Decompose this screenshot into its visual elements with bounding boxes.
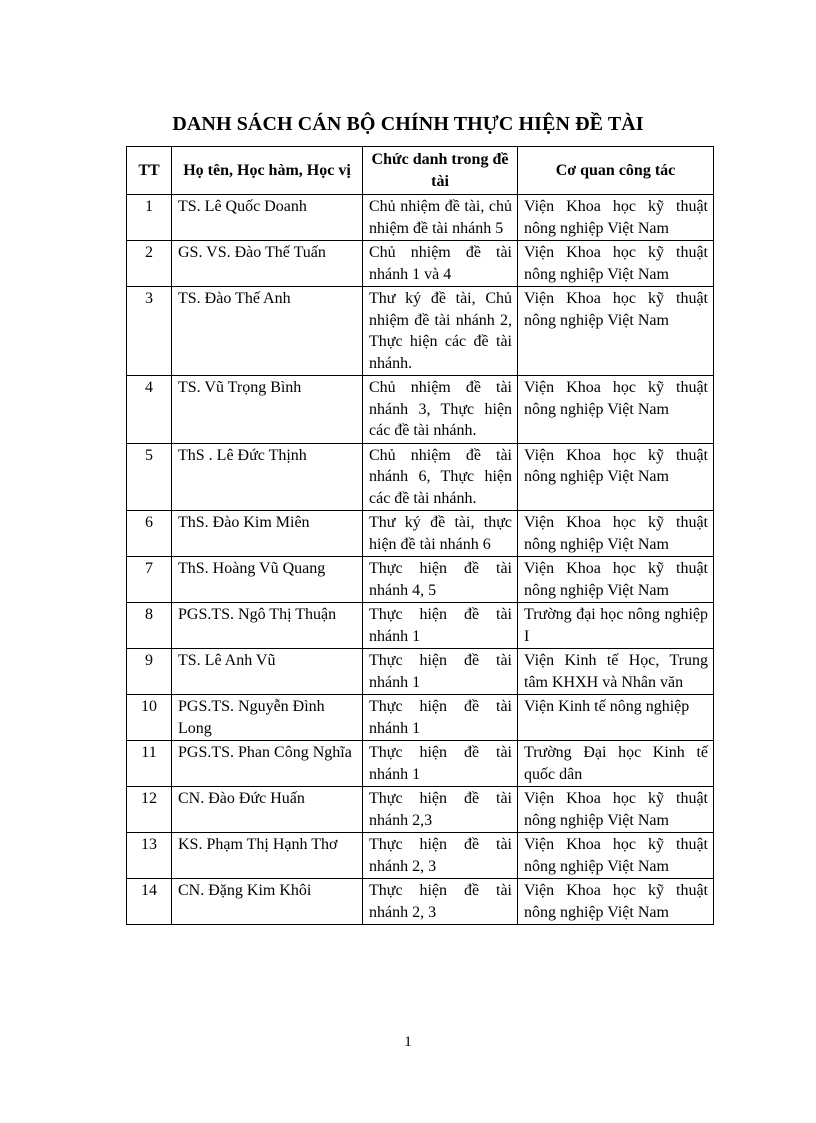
cell-name: TS. Lê Anh Vũ <box>172 649 363 695</box>
cell-role: Chủ nhiệm đề tài nhánh 1 và 4 <box>363 241 518 287</box>
staff-table-body <box>127 195 714 925</box>
cell-tt: 3 <box>127 287 172 376</box>
cell-org: Viện Khoa học kỹ thuật nông nghiệp Việt Nam <box>518 443 714 511</box>
cell-tt: 4 <box>127 376 172 444</box>
table-row <box>127 603 714 649</box>
table-row <box>127 833 714 879</box>
cell-org: Viện Khoa học kỹ thuật nông nghiệp Việt Nam <box>518 376 714 444</box>
cell-name: ThS. Hoàng Vũ Quang <box>172 557 363 603</box>
table-row <box>127 287 714 376</box>
cell-role: Thư ký đề tài, thực hiện đề tài nhánh 6 <box>363 511 518 557</box>
cell-name: CN. Đặng Kim Khôi <box>172 879 363 925</box>
page-number: 1 <box>404 1034 412 1050</box>
cell-org: Viện Khoa học kỹ thuật nông nghiệp Việt Nam <box>518 511 714 557</box>
cell-role: Thực hiện đề tài nhánh 1 <box>363 603 518 649</box>
table-header-row <box>127 147 714 195</box>
cell-tt: 14 <box>127 879 172 925</box>
table-row <box>127 511 714 557</box>
cell-role: Thực hiện đề tài nhánh 2, 3 <box>363 833 518 879</box>
cell-role: Thực hiện đề tài nhánh 2,3 <box>363 787 518 833</box>
table-row <box>127 557 714 603</box>
cell-role: Chủ nhiệm đề tài nhánh 6, Thực hiện các đề tài nhánh. <box>363 443 518 511</box>
cell-role: Thư ký đề tài, Chủ nhiệm đề tài nhánh 2, Thực hiện các đề tài nhánh. <box>363 287 518 376</box>
cell-role: Chủ nhiệm đề tài nhánh 3, Thực hiện các đề tài nhánh. <box>363 376 518 444</box>
cell-org: Viện Khoa học kỹ thuật nông nghiệp Việt Nam <box>518 557 714 603</box>
cell-tt: 11 <box>127 741 172 787</box>
table-row <box>127 195 714 241</box>
cell-role: Thực hiện đề tài nhánh 2, 3 <box>363 879 518 925</box>
cell-org: Viện Khoa học kỹ thuật nông nghiệp Việt Nam <box>518 787 714 833</box>
table-row <box>127 376 714 444</box>
header-org: Cơ quan công tác <box>518 147 714 195</box>
cell-tt: 12 <box>127 787 172 833</box>
table-row <box>127 695 714 741</box>
table-row <box>127 741 714 787</box>
header-tt: TT <box>127 147 172 195</box>
cell-tt: 2 <box>127 241 172 287</box>
page-title: DANH SÁCH CÁN BỘ CHÍNH THỰC HIỆN ĐỀ TÀI <box>172 113 644 135</box>
cell-org: Trường Đại học Kinh tế quốc dân <box>518 741 714 787</box>
cell-role: Thực hiện đề tài nhánh 1 <box>363 741 518 787</box>
cell-name: TS. Vũ Trọng Bình <box>172 376 363 444</box>
cell-name: GS. VS. Đào Thế Tuấn <box>172 241 363 287</box>
cell-tt: 9 <box>127 649 172 695</box>
table-row <box>127 649 714 695</box>
cell-org: Viện Khoa học kỹ thuật nông nghiệp Việt Nam <box>518 879 714 925</box>
table-row <box>127 879 714 925</box>
cell-tt: 5 <box>127 443 172 511</box>
cell-role: Thực hiện đề tài nhánh 1 <box>363 649 518 695</box>
cell-name: CN. Đào Đức Huấn <box>172 787 363 833</box>
cell-org: Trường đại học nông nghiệp I <box>518 603 714 649</box>
cell-role: Chủ nhiệm đề tài, chủ nhiệm đề tài nhánh 5 <box>363 195 518 241</box>
cell-org: Viện Khoa học kỹ thuật nông nghiệp Việt Nam <box>518 833 714 879</box>
cell-org: Viện Khoa học kỹ thuật nông nghiệp Việt Nam <box>518 241 714 287</box>
cell-org: Viện Kinh tế nông nghiệp <box>518 695 714 741</box>
cell-tt: 10 <box>127 695 172 741</box>
cell-tt: 1 <box>127 195 172 241</box>
cell-org: Viện Kinh tế Học, Trung tâm KHXH và Nhân văn <box>518 649 714 695</box>
table-row <box>127 241 714 287</box>
cell-org: Viện Khoa học kỹ thuật nông nghiệp Việt Nam <box>518 287 714 376</box>
cell-name: ThS. Đào Kim Miên <box>172 511 363 557</box>
cell-name: PGS.TS. Phan Công Nghĩa <box>172 741 363 787</box>
cell-tt: 8 <box>127 603 172 649</box>
cell-name: PGS.TS. Ngô Thị Thuận <box>172 603 363 649</box>
cell-name: PGS.TS. Nguyễn Đình Long <box>172 695 363 741</box>
table-row <box>127 443 714 511</box>
cell-name: TS. Đào Thế Anh <box>172 287 363 376</box>
header-name: Họ tên, Học hàm, Học vị <box>172 147 363 195</box>
header-role: Chức danh trong đề tài <box>363 147 518 195</box>
cell-tt: 7 <box>127 557 172 603</box>
cell-role: Thực hiện đề tài nhánh 4, 5 <box>363 557 518 603</box>
cell-tt: 13 <box>127 833 172 879</box>
cell-name: ThS . Lê Đức Thịnh <box>172 443 363 511</box>
staff-table <box>126 146 714 925</box>
cell-org: Viện Khoa học kỹ thuật nông nghiệp Việt Nam <box>518 195 714 241</box>
cell-role: Thực hiện đề tài nhánh 1 <box>363 695 518 741</box>
table-row <box>127 787 714 833</box>
cell-name: TS. Lê Quốc Doanh <box>172 195 363 241</box>
cell-name: KS. Phạm Thị Hạnh Thơ <box>172 833 363 879</box>
cell-tt: 6 <box>127 511 172 557</box>
